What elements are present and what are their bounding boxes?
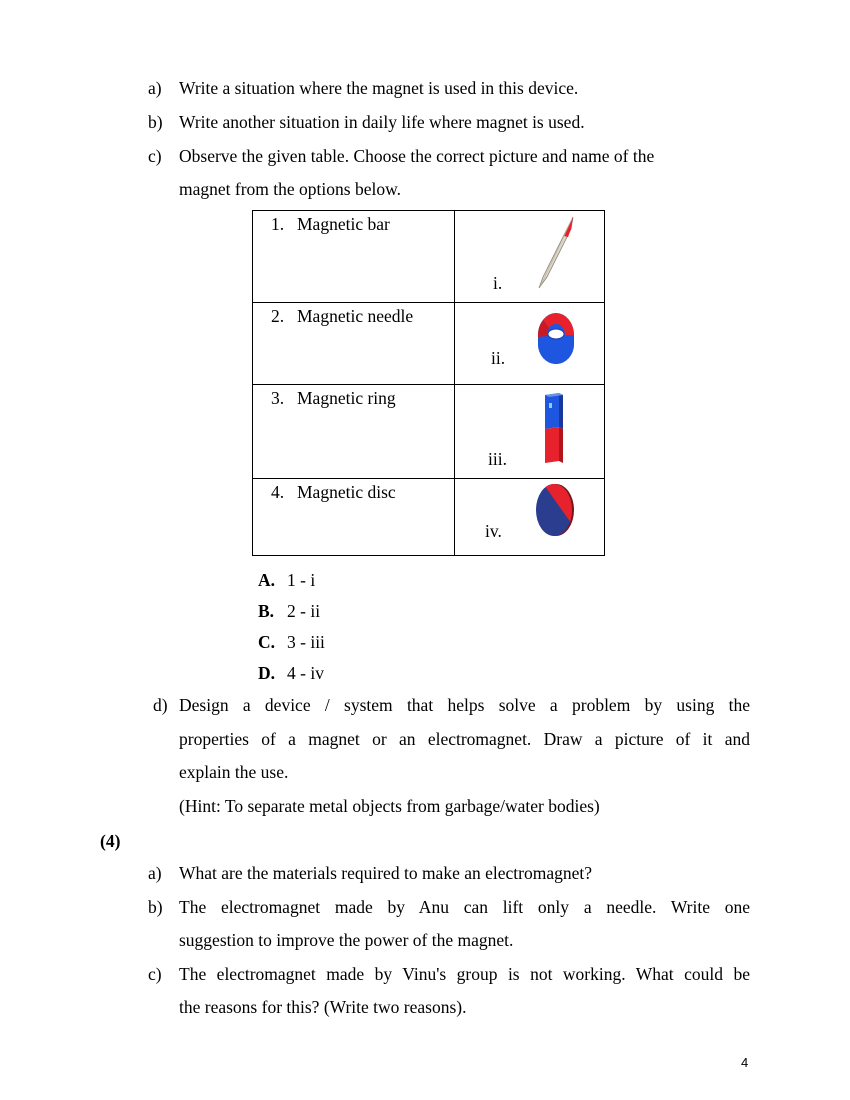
question-4b-line2: suggestion to improve the power of the magnet. — [179, 930, 514, 950]
magnet-name: Magnetic needle — [297, 306, 414, 326]
question-3c-label: c) — [148, 146, 162, 166]
question-3a-text: Write a situation where the magnet is used in this device. — [179, 78, 579, 98]
option-letter: B. — [258, 601, 275, 621]
option-text: 4 - iv — [287, 663, 324, 683]
magnet-name: Magnetic bar — [297, 214, 390, 234]
question-4a-text: What are the materials required to make an electromagnet? — [179, 863, 592, 883]
question-4c-line1: The electromagnet made by Vinu's group is not working. What could be — [179, 964, 750, 984]
option-c — [258, 631, 325, 653]
option-text: 2 - ii — [287, 601, 321, 621]
question-3d-line1: Design a device / system that helps solve a problem by using the — [179, 695, 750, 715]
question-4c-label: c) — [148, 964, 162, 984]
question-3c-text-line1: Observe the given table. Choose the correct picture and name of the — [179, 146, 655, 166]
table-cell-picture — [455, 479, 605, 556]
option-text: 1 - i — [287, 570, 316, 590]
question-3c-text-line2: magnet from the options below. — [179, 179, 401, 199]
picture-roman-numeral: i. — [493, 273, 503, 293]
question-3b-label: b) — [148, 112, 163, 132]
question-4b-line1: The electromagnet made by Anu can lift only a needle. Write one — [179, 897, 750, 917]
table-row — [253, 303, 605, 385]
question-3d-line3: explain the use. — [179, 762, 289, 782]
magnet-name: Magnetic disc — [297, 482, 396, 502]
option-b — [258, 600, 320, 622]
row-number: 3. — [271, 388, 285, 408]
table-row — [253, 479, 605, 556]
table-cell-picture — [455, 385, 605, 479]
table-cell-name — [253, 385, 455, 479]
table-cell-name — [253, 211, 455, 303]
table-row — [253, 211, 605, 303]
question-4c-line2: the reasons for this? (Write two reasons). — [179, 997, 467, 1017]
table-cell-name — [253, 479, 455, 556]
picture-roman-numeral: ii. — [491, 348, 506, 368]
row-number: 1. — [271, 214, 285, 234]
magnetic-bar-picture — [541, 391, 571, 465]
question-4-number: (4) — [100, 831, 121, 851]
page-number: 4 — [741, 1055, 749, 1070]
picture-roman-numeral: iii. — [488, 449, 507, 469]
question-4b-label: b) — [148, 897, 163, 917]
row-number: 2. — [271, 306, 285, 326]
table-cell-name — [253, 303, 455, 385]
option-letter: D. — [258, 663, 276, 683]
option-letter: C. — [258, 632, 276, 652]
option-d — [258, 662, 324, 684]
magnetic-ring-picture — [535, 308, 577, 366]
question-3d-line2: properties of a magnet or an electromagnet. Draw a picture of it and — [179, 729, 750, 749]
hint-text: (Hint: To separate metal objects from garbage/water bodies) — [179, 796, 600, 816]
magnetic-needle-picture — [531, 215, 579, 291]
magnetic-disc-picture — [534, 482, 576, 538]
magnet-matching-table — [252, 210, 605, 556]
question-3b-text: Write another situation in daily life where magnet is used. — [179, 112, 585, 132]
option-letter: A. — [258, 570, 276, 590]
option-a — [258, 569, 315, 591]
table-row — [253, 385, 605, 479]
question-3a-label: a) — [148, 78, 162, 98]
magnet-name: Magnetic ring — [297, 388, 396, 408]
table-cell-picture — [455, 303, 605, 385]
picture-roman-numeral: iv. — [485, 521, 502, 541]
question-4a-label: a) — [148, 863, 162, 883]
question-3d-label: d) — [153, 695, 168, 715]
table-cell-picture — [455, 211, 605, 303]
row-number: 4. — [271, 482, 285, 502]
option-text: 3 - iii — [287, 632, 325, 652]
